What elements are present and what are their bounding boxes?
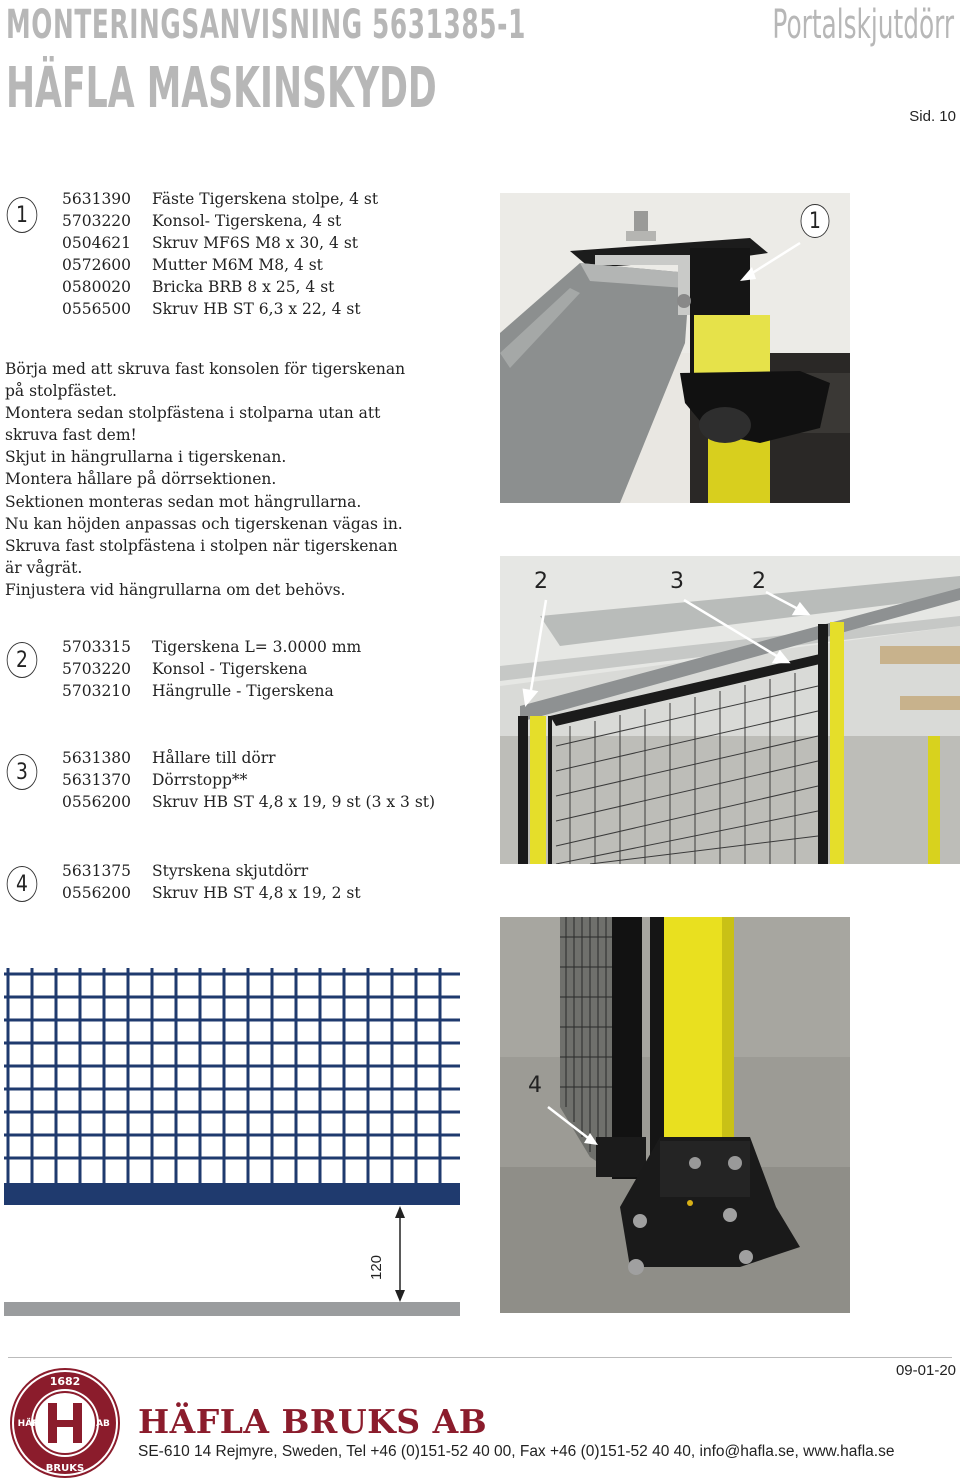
section-3-parts-list (62, 747, 435, 813)
part-row (62, 747, 435, 769)
part-desc: Mutter M6M M8, 4 st (152, 256, 323, 274)
part-code: 0580020 (62, 278, 132, 296)
instruction-line: Montera sedan stolpfästena i stolparna utan att (5, 404, 381, 423)
part-code: 0572600 (62, 256, 132, 274)
svg-text:BRUKS: BRUKS (45, 1463, 85, 1474)
section-4-marker: 4 (7, 866, 38, 902)
document-title: MONTERINGSANVISNING 5631385-1 (6, 2, 526, 48)
part-row (62, 298, 378, 320)
part-row (62, 232, 378, 254)
hafla-logo-seal (8, 1366, 122, 1480)
instruction-line: Montera hållare på dörrsektionen. (5, 470, 277, 489)
section-3-marker: 3 (7, 754, 38, 790)
document-date: 09-01-20 (895, 1362, 956, 1379)
svg-text:HÄF: HÄF (17, 1419, 39, 1429)
part-row (62, 769, 435, 791)
part-code: 5703220 (62, 212, 132, 230)
part-row (62, 791, 435, 813)
part-desc: Skruv HB ST 4,8 x 19, 2 st (152, 884, 361, 902)
part-row (62, 188, 378, 210)
instruction-line: skruva fast dem! (5, 426, 137, 445)
part-desc: Konsol- Tigerskena, 4 st (152, 212, 342, 230)
section-1-parts-list (62, 188, 378, 320)
part-row (62, 254, 378, 276)
section-1-marker: 1 (7, 197, 38, 233)
instruction-line: är vågrät. (5, 558, 83, 577)
photo-marker-1: 1 (801, 204, 830, 238)
assembly-instructions (5, 358, 485, 601)
part-desc: Konsol - Tigerskena (152, 660, 308, 678)
section-2-marker: 2 (7, 642, 38, 678)
part-row (62, 658, 361, 680)
page-number: Sid. 10 (909, 108, 956, 125)
part-row (62, 680, 361, 702)
section-2-parts-list (62, 636, 361, 702)
part-code: 5703220 (62, 660, 132, 678)
instruction-line: Skjut in hängrullarna i tigerskenan. (5, 448, 287, 467)
instruction-line: Börja med att skruva fast konsolen för tigerskenan (5, 360, 406, 378)
instruction-line: Nu kan höjden anpassas och tigerskenan vägas in. (5, 514, 403, 533)
part-code: 5631370 (62, 771, 132, 789)
section-4-parts-list (62, 860, 361, 904)
svg-text:1682: 1682 (49, 1375, 81, 1388)
mesh-dimension-diagram (4, 962, 464, 1322)
part-desc: Skruv MF6S M8 x 30, 4 st (152, 234, 358, 252)
part-desc: Fäste Tigerskena stolpe, 4 st (152, 190, 379, 208)
part-code: 0556200 (62, 793, 132, 811)
footer-divider (8, 1357, 952, 1358)
part-code: 0556500 (62, 300, 132, 318)
photo-marker-3: 3 (670, 569, 684, 594)
svg-text:AB: AB (96, 1419, 110, 1429)
part-row (62, 276, 378, 298)
brand-title: HÄFLA MASKINSKYDD (6, 56, 437, 121)
photo-overhead-rail (500, 556, 960, 864)
photo-marker-4: 4 (528, 1073, 542, 1098)
part-desc: Hängrulle - Tigerskena (152, 682, 334, 700)
photo-floor-guide (500, 917, 850, 1313)
instruction-line: Finjustera vid hängrullarna om det behövs. (5, 580, 346, 599)
instruction-line: Sektionen monteras sedan mot hängrullarna. (5, 492, 362, 511)
photo-marker-2b: 2 (752, 569, 766, 594)
part-code: 5703210 (62, 682, 132, 700)
instruction-line: på stolpfästet. (5, 382, 117, 401)
part-desc: Bricka BRB 8 x 25, 4 st (152, 278, 335, 296)
part-code: 5631380 (62, 749, 132, 767)
photo-bracket-closeup (500, 193, 850, 503)
part-code: 5631375 (62, 862, 132, 880)
part-code: 0556200 (62, 884, 132, 902)
part-desc: Skruv HB ST 4,8 x 19, 9 st (3 x 3 st) (152, 793, 436, 811)
part-row (62, 210, 378, 232)
part-row (62, 860, 361, 882)
part-code: 5703315 (62, 638, 132, 656)
part-desc: Styrskena skjutdörr (152, 862, 309, 880)
company-address: SE-610 14 Rejmyre, Sweden, Tel +46 (0)151-52 40 00, Fax +46 (0)151-52 40 40, info@hafla.se, www.hafla.se (138, 1443, 895, 1460)
part-desc: Hållare till dörr (152, 749, 276, 767)
part-desc: Tigerskena L= 3.0000 mm (152, 638, 362, 656)
part-desc: Skruv HB ST 6,3 x 22, 4 st (152, 300, 361, 318)
part-code: 0504621 (62, 234, 132, 252)
part-row (62, 636, 361, 658)
product-subtitle: Portalskjutdörr (772, 2, 954, 48)
part-desc: Dörrstopp** (152, 771, 248, 789)
company-name: HÄFLA BRUKS AB (138, 1402, 488, 1441)
dimension-label: 120 (368, 1254, 385, 1280)
part-row (62, 882, 361, 904)
part-code: 5631390 (62, 190, 132, 208)
photo-marker-2a: 2 (534, 569, 548, 594)
instruction-line: Skruva fast stolpfästena i stolpen när tigerskenan (5, 536, 398, 555)
